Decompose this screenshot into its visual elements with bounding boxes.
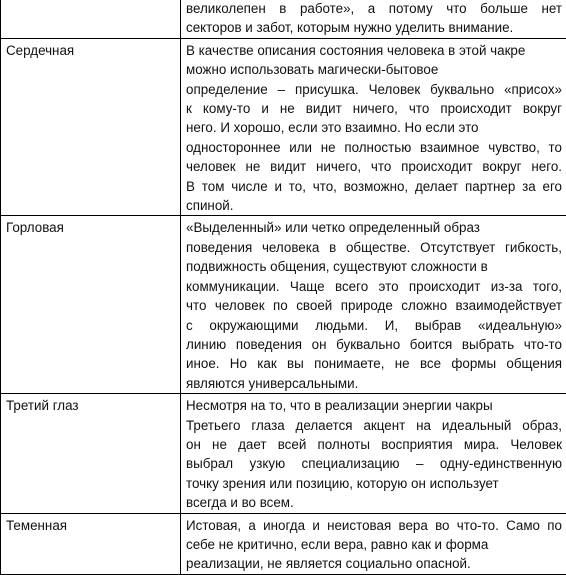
description-line: можно использовать магически-бытовое [186, 60, 562, 79]
table-row [1, 394, 566, 513]
chakra-description-cell [181, 216, 566, 394]
description-line: иное. Но как вы понимаете, не все формы общения [186, 354, 562, 373]
description-line: В качестве описания состояния человека в этой чакре [186, 41, 562, 60]
description-line: Истовая, а иногда и неистовая вера во что-то. Само по [186, 516, 562, 535]
description-line: что человек по своей природе сложно взаимодействует [186, 296, 562, 315]
description-line: он не дает всей полноты восприятия мира. Человек [186, 435, 562, 454]
chakra-description-cell [181, 513, 566, 574]
description-line: к кому-то и не видит ничего, что происходит вокруг [186, 99, 562, 118]
description-line: являются универсальными. [186, 374, 562, 393]
description-line: с окружающими людьми. И, выбрав «идеальную» [186, 316, 562, 335]
description-line: поведения человека в обществе. Отсутствует гибкость, [186, 238, 562, 257]
description-line: себе не критично, если вера, равно как и форма [186, 535, 562, 554]
table-row [1, 216, 566, 394]
description-line: линию поведения он буквально боится выбрать что-то [186, 335, 562, 354]
chakra-description-cell [181, 394, 566, 513]
description-line: реализации, не является социально опасной. [186, 554, 562, 573]
description-line: секторов и забот, которым нужно уделить внимание. [186, 18, 562, 37]
description-line: точку зрения или позицию, которую он использует [186, 474, 562, 493]
description-line: коммуникации. Чаще всего это происходит из-за того, [186, 277, 562, 296]
table-row [1, 38, 566, 216]
description-line: Третьего глаза делается акцент на идеальный образ, [186, 416, 562, 435]
description-line: Несмотря на то, что в реализации энергии чакры [186, 396, 562, 415]
description-line: «Выделенный» или четко определенный образ [186, 218, 562, 237]
description-line: В том числе и то, что, возможно, делает партнер за его [186, 177, 562, 196]
description-line: определение – присушка. Человек буквально «присох» [186, 80, 562, 99]
description-line: него. И хорошо, если это взаимно. Но если это [186, 118, 562, 137]
table-row [1, 0, 566, 38]
chakra-name-cell: Сердечная [1, 38, 181, 216]
description-line: человек не видит ничего, что происходит вокруг него. [186, 157, 562, 176]
chakra-name-cell: Горловая [1, 216, 181, 394]
table-row [1, 513, 566, 574]
description-line: всегда и во всем. [186, 493, 562, 512]
table-body [1, 0, 566, 574]
description-line: одностороннее или не полностью взаимное чувство, то [186, 138, 562, 157]
description-line: подвижность общения, существуют сложности в [186, 257, 562, 276]
description-line: выбрал узкую специализацию – одну-единственную [186, 454, 562, 473]
chakra-description-cell [181, 38, 566, 216]
chakra-name-cell [1, 0, 181, 38]
chakra-name-cell: Третий глаз [1, 394, 181, 513]
chakra-description-cell [181, 0, 566, 38]
chakra-name-cell: Теменная [1, 513, 181, 574]
description-line: спиной. [186, 196, 562, 215]
description-line: великолепен в работе», а потому что больше нет [186, 0, 562, 18]
